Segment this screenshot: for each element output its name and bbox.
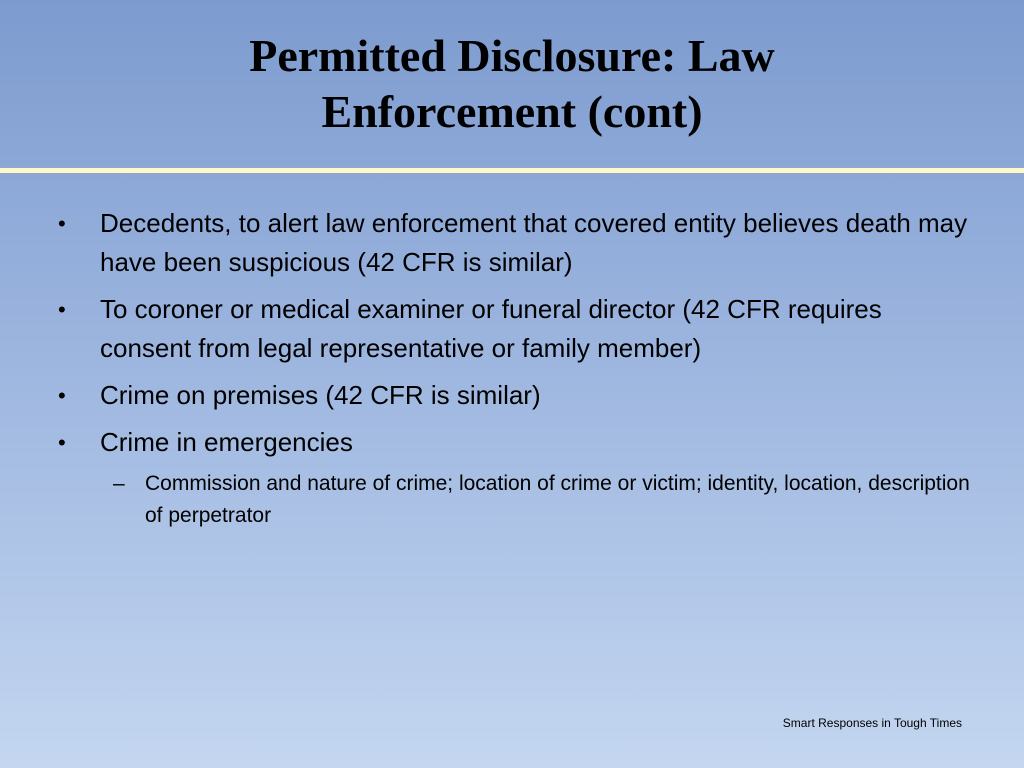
bullet-item (58, 376, 978, 415)
content-area (58, 204, 978, 532)
title-line-1: Permitted Disclosure: Law (249, 30, 775, 81)
sub-bullet-text: Commission and nature of crime; location of crime or victim; identity, location, description of perpetrator (145, 472, 970, 527)
bullet-text: Crime on premises (42 CFR is similar) (100, 380, 541, 410)
bullet-text: Crime in emergencies (100, 427, 353, 457)
bullet-dot-icon: • (58, 297, 66, 322)
bullet-item (58, 204, 978, 282)
title-divider (0, 168, 1024, 173)
bullet-dot-icon: • (58, 383, 66, 408)
title-line-2: Enforcement (cont) (321, 86, 703, 137)
footer-text: Smart Responses in Tough Times (782, 716, 962, 730)
bullet-text: Decedents, to alert law enforcement that covered entity believes death may have been suspicious (42 CFR is similar) (100, 208, 968, 277)
bullet-item (58, 290, 978, 368)
sub-bullet-item (113, 468, 978, 532)
slide-title (62, 28, 962, 140)
bullet-dot-icon: • (58, 211, 66, 236)
bullet-text: To coroner or medical examiner or funeral director (42 CFR requires consent from legal representative or family member) (100, 294, 882, 363)
dash-icon: – (113, 472, 125, 495)
bullet-item (58, 423, 978, 462)
bullet-dot-icon: • (58, 430, 66, 455)
title-area (0, 0, 1024, 168)
